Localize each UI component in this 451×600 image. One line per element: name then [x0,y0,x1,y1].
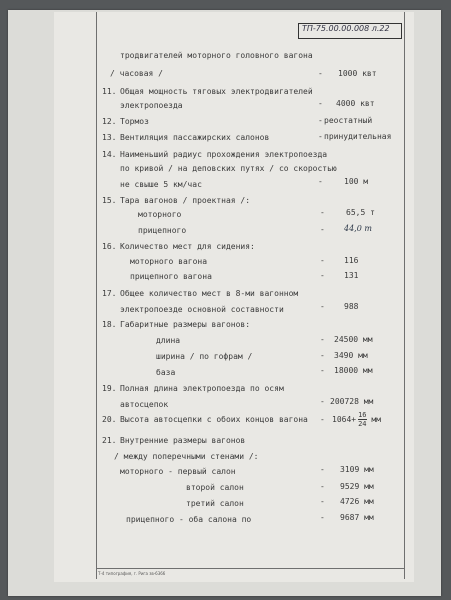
line-text: Внутренние размеры вагонов [120,436,246,445]
line-dash: - [318,132,323,141]
height-value [332,411,381,428]
tolerance-sign: + [351,415,357,424]
line-value: 65,5 т [346,208,375,217]
item-number: 18. [102,320,117,329]
line-value: 3490 мм [334,351,368,360]
line-value: 3109 мм [340,465,374,474]
line-value: 131 [344,271,359,280]
line-text: моторного вагона [130,257,208,266]
line-text: Габаритные размеры вагонов: [120,320,251,329]
line-dash: - [320,351,325,360]
line-value: 200728 мм [330,397,374,406]
handwritten-value: 44,0 т [344,224,372,233]
line-text: Полная длина электропоезда по осям [120,384,284,393]
line-text: прицепного [138,226,187,235]
line-text: автосцепок [120,400,169,409]
tolerance-fraction [358,411,366,428]
line-dash: - [318,116,323,125]
document-code: ТП-75.00.00.008 л.22 [302,24,390,33]
line-dash: - [320,256,325,265]
item-number: 15. [102,196,117,205]
line-value: 24500 мм [334,335,373,344]
printer-imprint: Т-4 типография, г. Рига зв-6366 [98,571,166,576]
line-text: второй салон [186,483,244,492]
line-dash: - [320,415,325,424]
line-text: / между поперечными стенами /: [114,452,259,461]
frame-line-right [404,12,405,579]
line-text: Тормоз [120,117,149,126]
line-text: Высота автосцепки с обоих концов вагона [120,415,308,424]
line-text: не свыше 5 км/час [120,180,202,189]
line-value: принудительная [324,132,392,141]
item-number: 19. [102,384,117,393]
line-dash: - [320,465,325,474]
line-text: / часовая / [110,69,163,78]
line-value: 18000 мм [334,366,373,375]
line-text: Вентиляция пассажирских салонов [120,133,270,142]
line-value: реостатный [324,116,373,125]
item-number: 17. [102,289,117,298]
height-unit: мм [371,415,381,424]
line-text: электропоезде основной составности [120,305,284,314]
frame-line-left [96,12,97,579]
line-dash: - [320,366,325,375]
line-dash: - [320,482,325,491]
line-dash: - [320,302,325,311]
line-value: 988 [344,302,359,311]
line-text: моторного [138,210,182,219]
tolerance-denominator: 24 [358,420,367,428]
line-value: 100 м [344,177,369,186]
line-text: прицепного вагона [130,272,212,281]
line-text: третий салон [186,499,244,508]
line-dash: - [318,69,323,78]
line-dash: - [318,99,323,108]
line-dash: - [320,513,325,522]
item-number: 21. [102,436,117,445]
line-dash: - [320,208,325,217]
line-dash: - [320,335,325,344]
line-text: тродвигателей моторного головного вагона [120,51,313,60]
line-text: ширина / по гофрам / [156,352,253,361]
tolerance-numerator: 16 [358,411,367,419]
item-number: 12. [102,117,117,126]
line-text: моторного - первый салон [120,467,236,476]
item-number: 16. [102,242,117,251]
line-text: длина [156,336,181,345]
line-value: 4726 мм [340,497,374,506]
line-dash: - [320,497,325,506]
line-text: по кривой / на деповских путях / со скоростью [120,164,337,173]
item-number: 11. [102,87,117,96]
line-value: 9687 мм [340,513,374,522]
line-value: 4000 квт [336,99,375,108]
line-text: прицепного - оба салона по [126,515,252,524]
item-number: 13. [102,133,117,142]
line-dash: - [320,271,325,280]
line-text: Количество мест для сидения: [120,242,255,251]
line-text: Тара вагонов / проектная /: [120,196,251,205]
line-dash: - [320,397,325,406]
line-text: Наименьший радиус прохождения электропоезда [120,150,328,159]
item-number: 20. [102,415,117,424]
height-base: 1064 [332,415,352,424]
item-number: 14. [102,150,117,159]
line-value: 116 [344,256,359,265]
line-text: база [156,368,176,377]
line-dash: - [320,225,325,234]
line-dash: - [318,177,323,186]
line-value: 9529 мм [340,482,374,491]
line-value: 1000 квт [338,69,377,78]
line-text: Общее количество мест в 8-ми вагонном [120,289,299,298]
line-text: Общая мощность тяговых электродвигателей [120,87,313,96]
frame-line-bottom [96,568,405,569]
line-text: электропоезда [120,101,183,110]
